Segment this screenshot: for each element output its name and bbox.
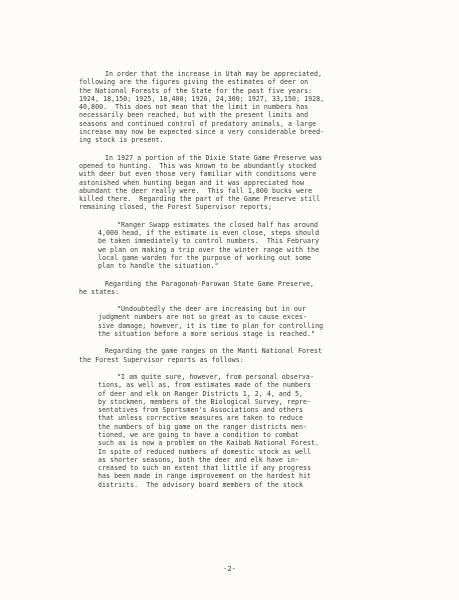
text-line: the National Forests of the State for the past five years:	[79, 86, 313, 95]
text-line: "Ranger Swapp estimates the closed half has around	[117, 220, 318, 229]
text-line: increase may now be expected since a very considerable breed-	[79, 128, 325, 137]
text-line: In order that the increase in Utah may be appreciated,	[105, 70, 323, 78]
text-line: In 1927 a portion of the Dixie State Game Preserve was	[105, 153, 323, 162]
text-line: In spite of reduced numbers of domestic stock as well	[98, 447, 312, 456]
text-line: local game warden for the purpose of working out some	[98, 253, 312, 262]
text-line: astonished when hunting began and it was appreciated how	[79, 178, 305, 187]
text-line: he states:	[79, 287, 120, 296]
text-line: by stockmen, members of the Biological Survey, repre-	[98, 397, 312, 406]
text-line: "I am quite sure, however, from personal observa-	[117, 372, 314, 381]
text-line: creased to such an extent that little if any progress	[98, 464, 312, 473]
text-line: sentatives from Sportsmen's Associations and others	[98, 406, 304, 415]
text-line: 40,800. This does not mean that the limit in numbers has	[79, 103, 309, 112]
text-line: sive damage; however, it is time to plan for controlling	[98, 321, 324, 330]
text-line: tioned, we are going to have a condition to combat	[98, 430, 299, 439]
text-line: ing stock is present.	[79, 136, 164, 145]
text-line: with deer but even those very familiar with conditions were	[79, 170, 317, 179]
text-line: of deer and elk on Ranger Districts 1, 2, 4, and 5,	[98, 389, 304, 398]
paragraph-dixie-preserve	[79, 154, 409, 212]
quote-ranger-swapp	[79, 221, 409, 271]
text-line: seasons and continued control of predatory animals, a large	[79, 119, 317, 128]
text-line: the numbers of big game on the ranger districts men-	[98, 422, 308, 431]
text-line: the situation before a more serious stage is reached."	[98, 330, 316, 339]
text-line: abundant the deer really were. This fall 1,800 bucks were	[79, 186, 313, 195]
page-number: -2-	[223, 565, 236, 573]
text-line: districts. The advisory board members of the stock	[98, 480, 304, 489]
quote-undoubtedly	[79, 305, 409, 338]
text-line: 1924, 18,150; 1925, 18,400; 1926, 24,300; 1927, 33,150; 1928,	[79, 94, 325, 103]
text-line: be taken immediately to control numbers. This February	[98, 237, 320, 246]
text-line: killed there. Regarding the part of the Game Preserve still	[79, 195, 321, 204]
text-line: necessarily been reached, but with the present limits and	[79, 111, 309, 120]
text-line: tions, as well as, from estimates made of the numbers	[98, 381, 312, 390]
paragraph-paragonah-parowan	[79, 280, 409, 297]
text-line: has been made in range improvement on the hardest hit	[98, 472, 312, 481]
text-line: such as is now a problem on the Kaibab National Forest.	[98, 439, 320, 448]
quote-manti-supervisor	[79, 373, 409, 489]
paragraph-manti-forest	[79, 347, 409, 364]
document-body	[79, 70, 409, 489]
text-line: Regarding the Paragonah-Parowan State Game Preserve,	[105, 279, 315, 288]
text-line: that unless corrective measures are taken to reduce	[98, 414, 304, 423]
text-line: remaining closed, the Forest Supervisor reports;	[79, 203, 272, 212]
text-line: opened to hunting. This was known to be abundantly stocked	[79, 161, 317, 170]
text-line: plan to handle the situation."	[98, 262, 219, 271]
text-line: "Undoubtedly the deer are increasing but in our	[117, 305, 306, 314]
text-line: the Forest Supervisor reports as follows:	[79, 355, 244, 364]
text-line: 4,000 head, if the estimate is even close, steps should	[98, 229, 320, 238]
paragraph-utah-deer-figures	[79, 70, 409, 145]
text-line: judgment numbers are not so great as to cause exces-	[98, 313, 308, 322]
text-line: Regarding the game ranges on the Manti National Forest	[105, 347, 323, 356]
text-line: we plan on making a trip over the winter range with the	[98, 245, 320, 254]
text-line: as shorter seasons, both the deer and elk have in-	[98, 455, 299, 464]
text-line: following are the figures giving the estimates of deer on	[79, 78, 309, 87]
